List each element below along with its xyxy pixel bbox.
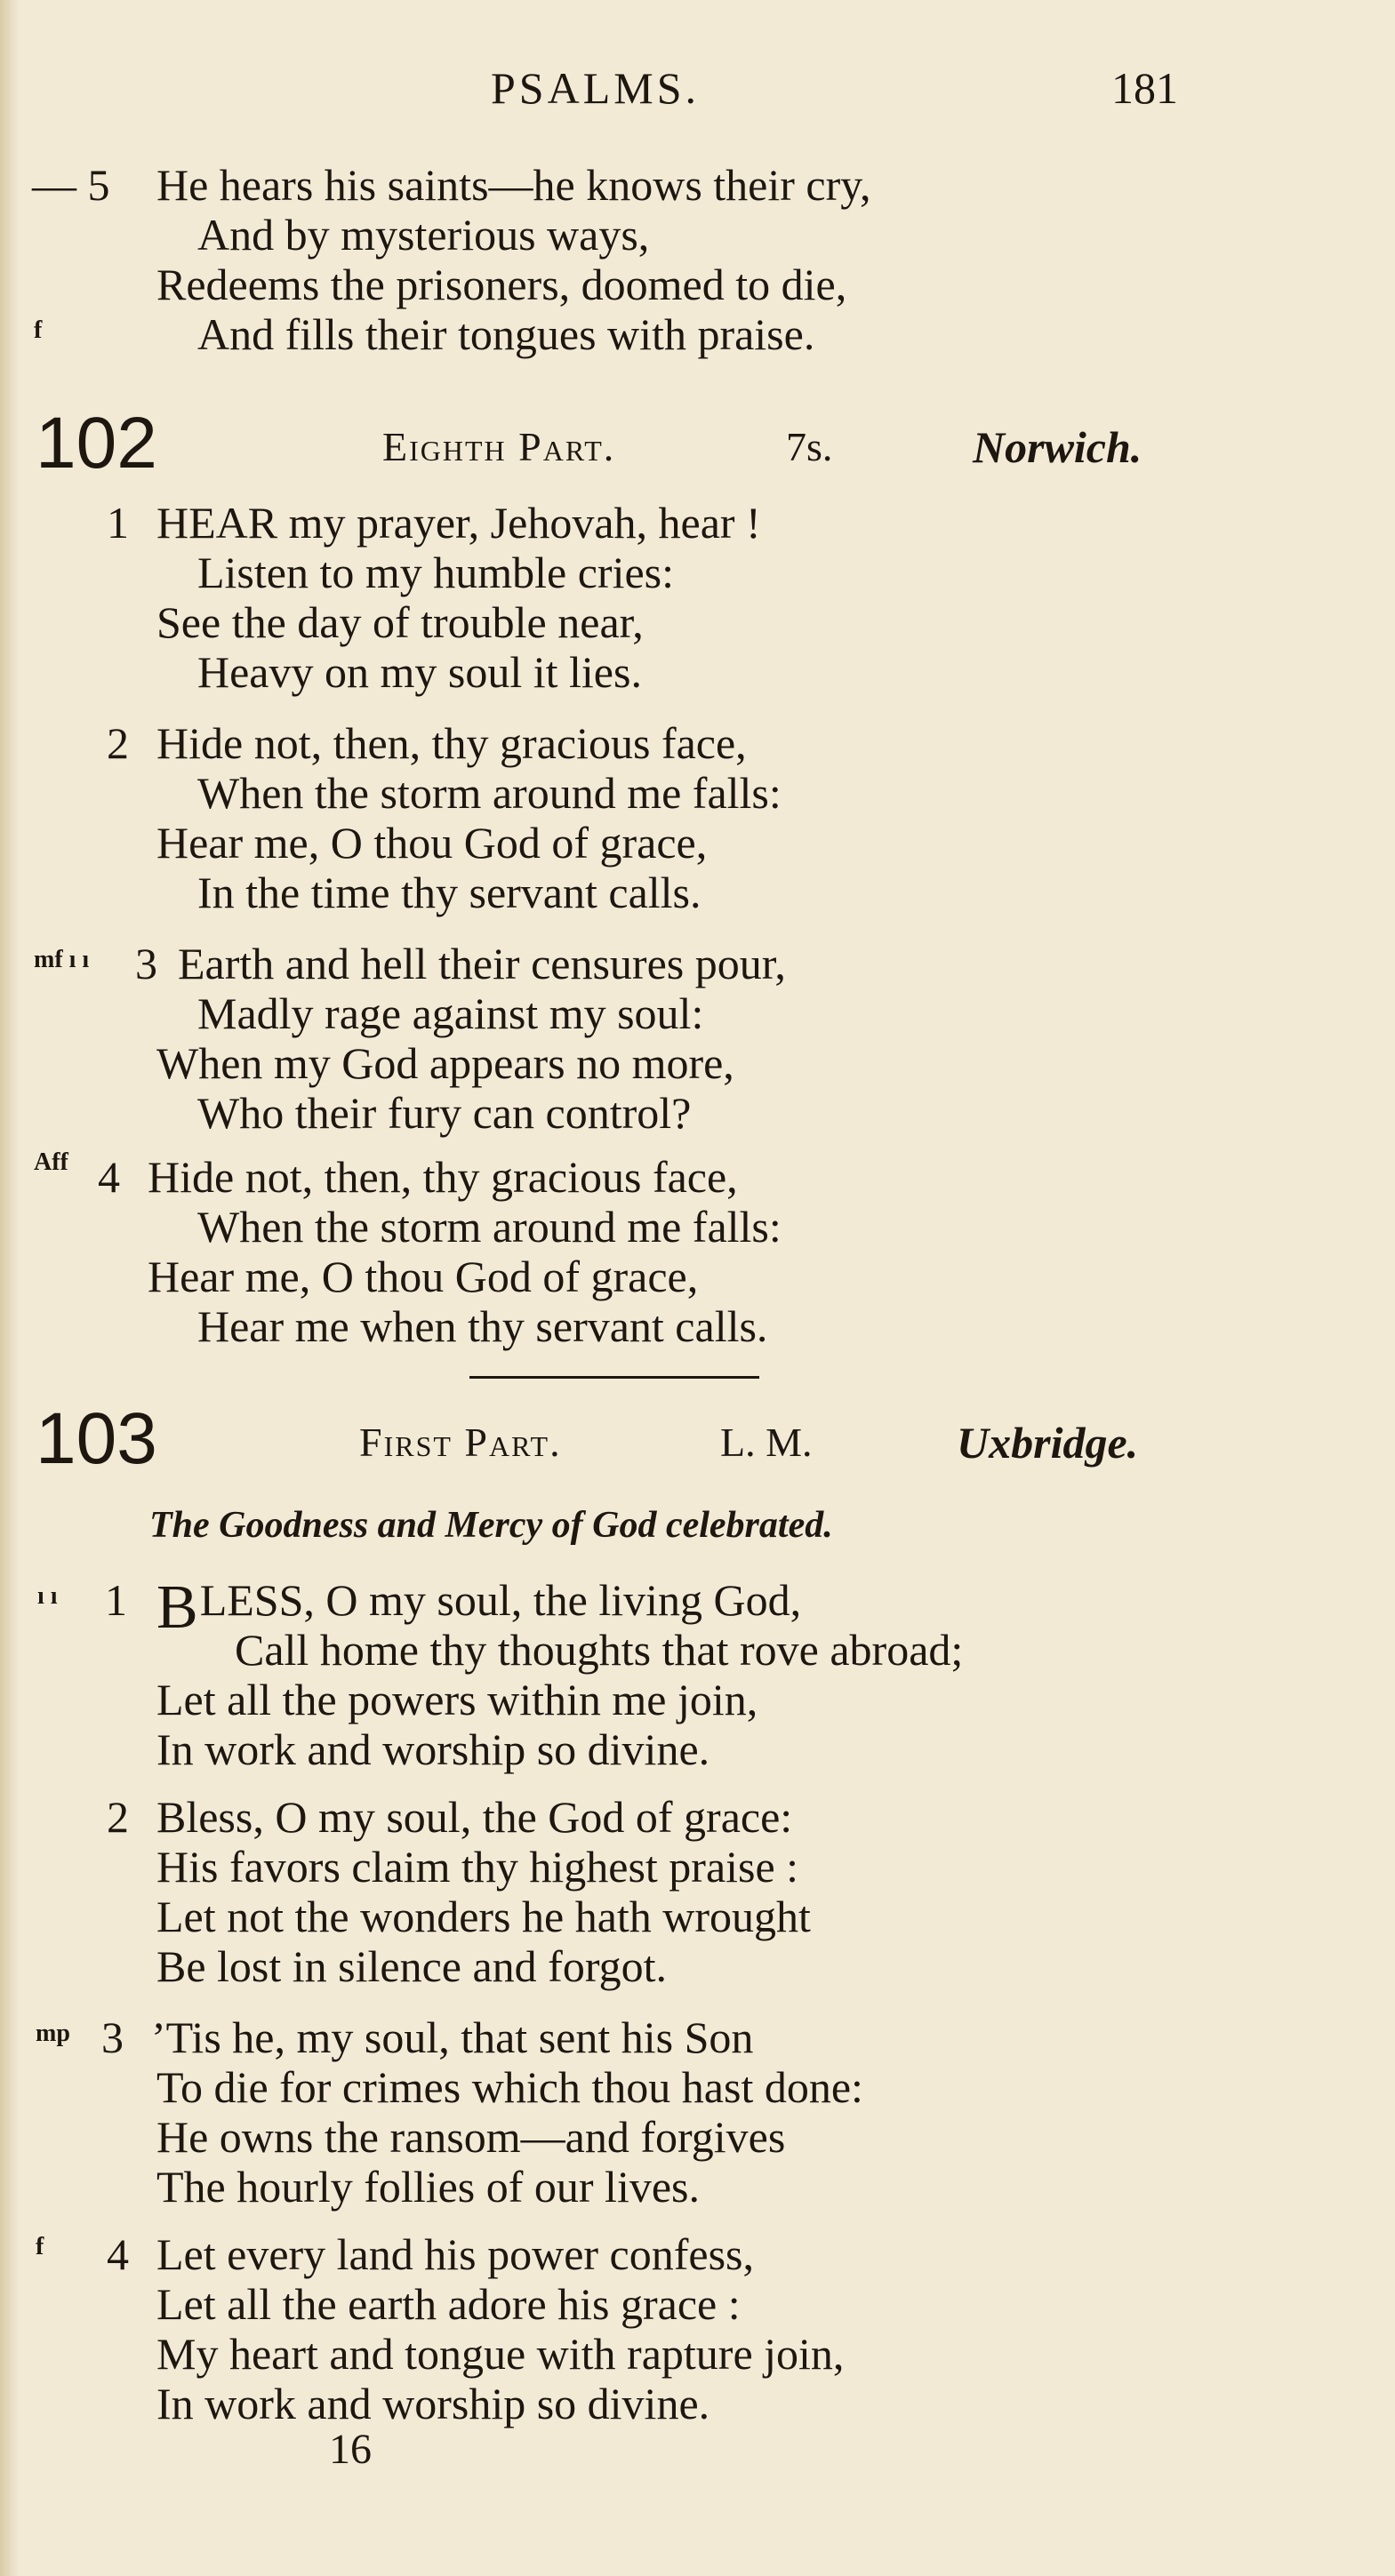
running-header <box>0 62 1395 124</box>
verse-text: LESS, O my soul, the living God, <box>199 1575 802 1625</box>
verse-line: The hourly follies of our lives. <box>156 2162 700 2212</box>
section-rule <box>469 1376 759 1379</box>
verse-line: In work and worship so divine. <box>156 1724 710 1774</box>
hymn-meter: L. M. <box>720 1420 813 1465</box>
verse-line: See the day of trouble near, <box>156 597 644 647</box>
hymn-tune: Uxbridge. <box>957 1418 1139 1468</box>
verse-line: Let not the wonders he hath wrought <box>156 1892 811 1941</box>
stanza-number: 4 <box>98 1152 120 1202</box>
page-edge-shadow <box>0 0 20 2576</box>
verse-line: Call home thy thoughts that rove abroad; <box>235 1625 964 1675</box>
verse-line: Hear me when thy servant calls. <box>197 1301 768 1351</box>
verse-line: When the storm around me falls: <box>197 1202 782 1252</box>
stanza-number: 2 <box>107 718 129 768</box>
verse-line: Be lost in silence and forgot. <box>156 1941 667 1991</box>
verse-line: And fills their tongues with praise. <box>197 309 815 359</box>
signature-mark: 16 <box>329 2426 372 2473</box>
verse-line: Let every land his power confess, <box>156 2229 754 2279</box>
hymn-tune: Norwich. <box>973 422 1142 472</box>
verse-line: And by mysterious ways, <box>197 210 650 260</box>
dynamic-mark: ı ı <box>37 1582 58 1610</box>
dynamic-mark: f <box>34 316 43 344</box>
stanza-number: 2 <box>107 1792 129 1842</box>
verse-line: Hear me, O thou God of grace, <box>148 1252 699 1301</box>
verse-line: When my God appears no more, <box>156 1038 734 1088</box>
verse-line: His favors claim thy highest praise : <box>156 1842 799 1892</box>
drop-cap: B <box>156 1573 198 1642</box>
verse-line: Bless, O my soul, the God of grace: <box>156 1792 793 1842</box>
verse-line: Hide not, then, thy gracious face, <box>156 718 747 768</box>
dynamic-mark: mf ı ı <box>34 946 90 973</box>
verse-line: Who their fury can control? <box>197 1088 692 1138</box>
hymn-part: Eighth Part. <box>382 424 616 469</box>
stanza-number: 4 <box>107 2229 129 2279</box>
hymn-subtitle: The Goodness and Mercy of God celebrated. <box>149 1505 833 1546</box>
stanza-number: 3 <box>101 2012 124 2062</box>
stanza-number: 1 <box>107 498 129 548</box>
hymn-number: 103 <box>36 1398 157 1479</box>
verse-line: Listen to my humble cries: <box>197 548 675 597</box>
hymn-part: First Part. <box>359 1420 562 1465</box>
verse-line: Earth and hell their censures pour, <box>178 939 786 988</box>
running-title: PSALMS. <box>491 63 701 113</box>
verse-line: He hears his saints—he knows their cry, <box>156 160 871 210</box>
stanza-number: 3 <box>135 939 157 988</box>
verse-line: Redeems the prisoners, doomed to die, <box>156 260 847 309</box>
verse-line: My heart and tongue with rapture join, <box>156 2329 845 2379</box>
verse-line: In work and worship so divine. <box>156 2379 710 2428</box>
verse-line: In the time thy servant calls. <box>197 868 702 917</box>
verse-line: When the storm around me falls: <box>197 768 782 818</box>
verse-line: Let all the powers within me join, <box>156 1675 758 1724</box>
verse-line: HEAR my prayer, Jehovah, hear ! <box>156 498 761 548</box>
hymn-heading-103 <box>0 1397 1395 1477</box>
stanza-number: — 5 <box>32 160 110 210</box>
verse-line: Hide not, then, thy gracious face, <box>148 1152 738 1202</box>
hymn-number: 102 <box>36 403 157 484</box>
page-number: 181 <box>1111 63 1178 113</box>
dynamic-mark: Aff <box>34 1148 68 1176</box>
verse-line: To die for crimes which thou hast done: <box>156 2062 863 2112</box>
stanza-number: 1 <box>105 1575 127 1625</box>
dynamic-mark: mp <box>36 2020 70 2047</box>
verse-line: Madly rage against my soul: <box>197 988 704 1038</box>
dynamic-mark: f <box>36 2233 44 2260</box>
verse-line: Let all the earth adore his grace : <box>156 2279 741 2329</box>
verse-line: Heavy on my soul it lies. <box>197 647 642 697</box>
hymn-meter: 7s. <box>786 424 833 469</box>
verse-line <box>156 1573 802 1642</box>
verse-line: He owns the ransom—and forgives <box>156 2112 786 2162</box>
verse-line: Hear me, O thou God of grace, <box>156 818 708 868</box>
verse-line: ’Tis he, my soul, that sent his Son <box>151 2012 754 2062</box>
hymn-heading-102 <box>0 402 1395 482</box>
